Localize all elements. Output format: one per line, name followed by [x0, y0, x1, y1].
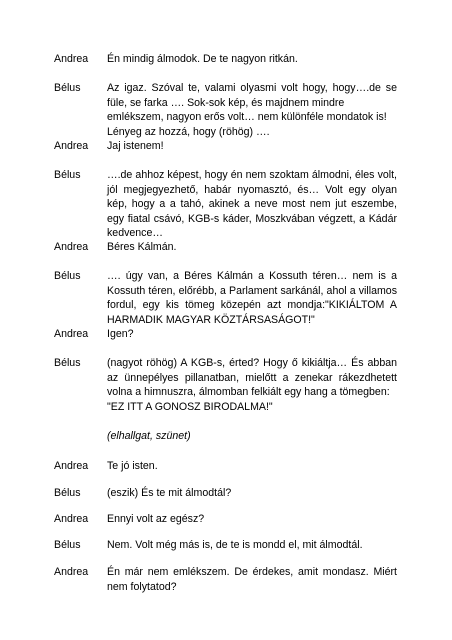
dialogue-line: Nem. Volt még más is, de te is mondd el, mit álmodtál.: [107, 539, 363, 551]
speaker-name: Andrea: [54, 328, 89, 340]
dialogue-line: ….de ahhoz képest, hogy én nem szoktam álmodni, éles volt,: [107, 169, 397, 181]
dialogue-line: egy fiatal csávó, KGB-s káder, Moszkvában végzett, a Kádár: [107, 212, 397, 225]
dialogue-line: Kossuth téren, előrébb, a Parlament sarkánál, ahol a villamos: [107, 284, 397, 297]
dialogue-line: Én már nem emlékszem. De érdekes, amit mondasz. Miért: [107, 566, 397, 578]
speaker-name: Andrea: [54, 53, 89, 65]
dialogue-line: az ünnepélyes pillanatban, mielőtt a zenekar rákezdhetett: [107, 371, 397, 384]
dialogue-line: Én mindig álmodok. De te nagyon ritkán.: [107, 53, 298, 65]
dialogue-line: (eszik) És te mit álmodtál?: [107, 487, 232, 499]
dialogue-line: volna a himnuszra, álmomban felkiált egy hang a tömegben:: [107, 386, 390, 399]
speaker-name: Bélus: [54, 82, 81, 94]
dialogue-line: Ennyi volt az egész?: [107, 513, 205, 525]
dialogue-line: Igen?: [107, 328, 134, 340]
dialogue-line: kedvence…: [107, 227, 163, 240]
speaker-name: Bélus: [54, 357, 81, 369]
dialogue-line: jól megjegyezhető, habár nyomasztó, és… Volt egy olyan: [107, 183, 397, 196]
dialogue-line: emlékszem, nagyon erős volt… nem különféle mondatok is!: [107, 111, 387, 124]
dialogue-line: kép, hogy a a tahó, akinek a neve most nem jut eszembe,: [107, 198, 397, 211]
stage-direction: (elhallgat, szünet): [107, 430, 191, 442]
speaker-name: Andrea: [54, 140, 89, 152]
speaker-name: Andrea: [54, 460, 89, 472]
dialogue-line: "EZ ITT A GONOSZ BIRODALMA!": [107, 400, 273, 413]
dialogue-line: füle, se farka …. Sok-sok kép, és majdnem mindre: [107, 96, 345, 109]
dialogue-line: Béres Kálmán.: [107, 241, 177, 253]
dialogue-line: nem folytatod?: [107, 580, 177, 593]
dialogue-line: Lényeg az hozzá, hogy (röhög) ….: [107, 125, 270, 138]
dialogue-line: Jaj istenem!: [107, 140, 164, 152]
speaker-name: Bélus: [54, 270, 81, 282]
dialogue-line: fordul, egy kis tömeg közepén azt mondja:"KIKIÁLTOM A: [107, 299, 397, 312]
speaker-name: Bélus: [54, 487, 81, 499]
speaker-name: Andrea: [54, 513, 89, 525]
speaker-name: Andrea: [54, 566, 89, 578]
dialogue-line: HARMADIK MAGYAR KÖZTÁRSASÁGOT!": [107, 313, 315, 326]
speaker-name: Andrea: [54, 241, 89, 253]
speaker-name: Bélus: [54, 539, 81, 551]
dialogue-line: …. úgy van, a Béres Kálmán a Kossuth téren… nem is a: [107, 270, 397, 282]
dialogue-line: (nagyot röhög) A KGB-s, érted? Hogy ő kikiáltja… És abban: [107, 357, 397, 369]
dialogue-line: Az igaz. Szóval te, valami olyasmi volt hogy, hogy….de se: [107, 82, 397, 94]
speaker-name: Bélus: [54, 169, 81, 181]
dialogue-line: Te jó isten.: [107, 460, 158, 472]
